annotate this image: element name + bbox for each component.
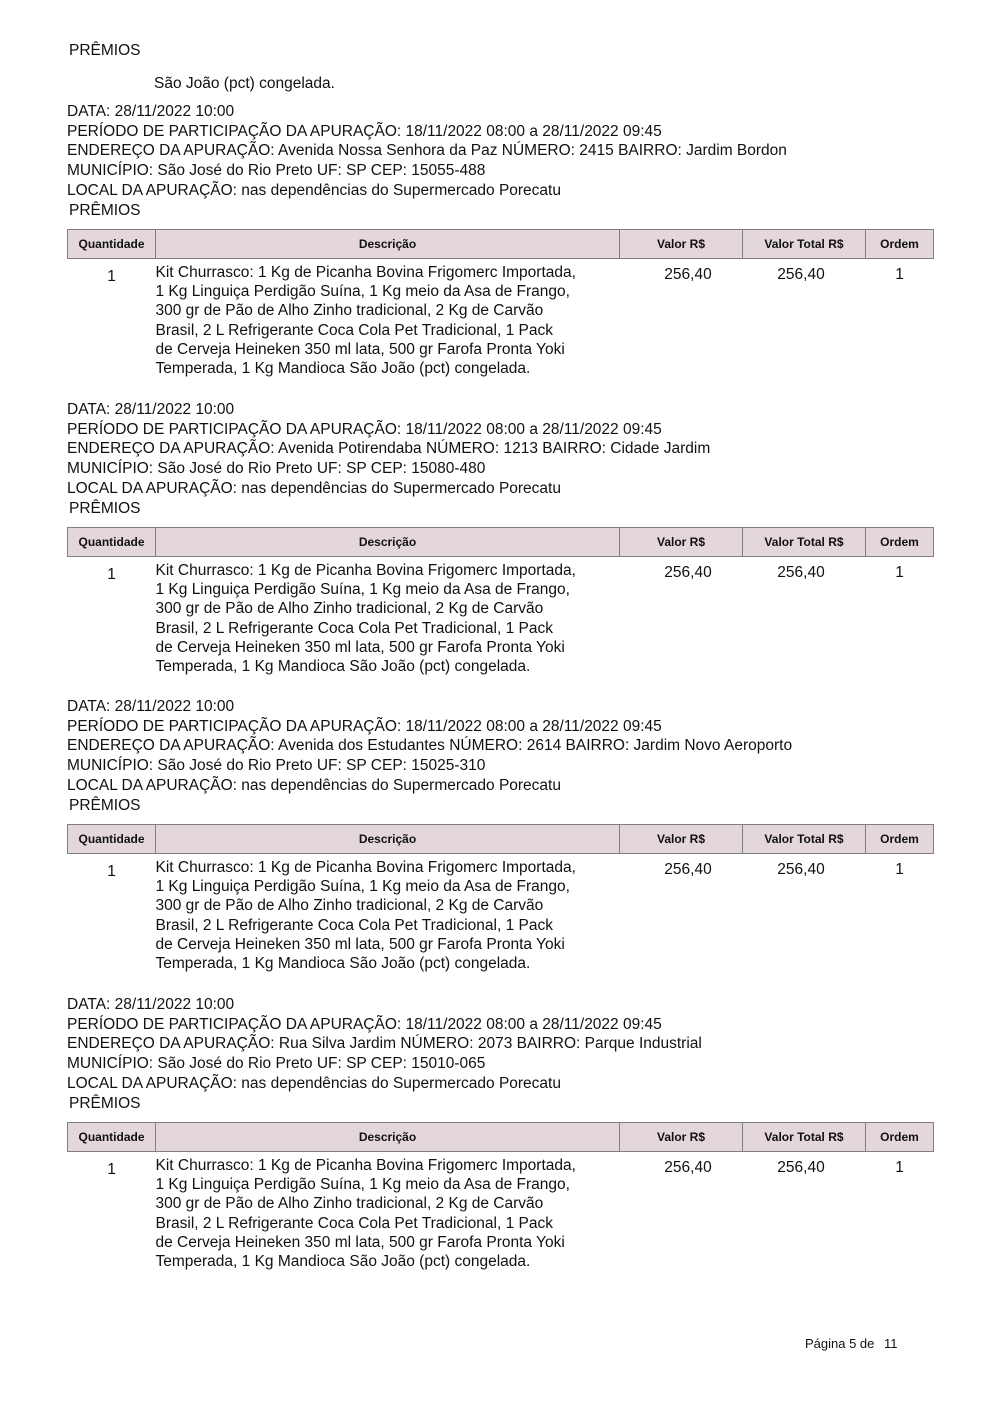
periodo-line: PERÍODO DE PARTICIPAÇÃO DA APURAÇÃO: 18/11/2022 08:00 a 28/11/2022 09:45 — [67, 1015, 662, 1033]
apuracao-info — [67, 697, 792, 795]
cell-descricao — [156, 557, 620, 677]
descricao-line: Kit Churrasco: 1 Kg de Picanha Bovina Frigomerc Importada, — [155, 859, 576, 876]
col-ordem: Ordem — [866, 1123, 934, 1152]
descricao-line: Kit Churrasco: 1 Kg de Picanha Bovina Frigomerc Importada, — [155, 562, 576, 579]
prize-table — [67, 229, 934, 378]
col-quantidade: Quantidade — [68, 1123, 156, 1152]
descricao-line: 300 gr de Pão de Alho Zinho tradicional, 2 Kg de Carvão — [155, 897, 544, 915]
cell-descricao — [156, 259, 620, 379]
prize-table — [67, 527, 934, 676]
col-ordem: Ordem — [866, 528, 934, 557]
data-line: DATA: 28/11/2022 10:00 — [67, 401, 235, 418]
cell-valor: 256,40 — [664, 266, 712, 283]
data-line: DATA: 28/11/2022 10:00 — [67, 698, 235, 715]
cell-valor-total: 256,40 — [777, 564, 825, 581]
cell-descricao — [156, 854, 620, 974]
cell-quantidade: 1 — [107, 268, 116, 285]
col-valor-total: Valor Total R$ — [743, 528, 866, 557]
col-valor-total: Valor Total R$ — [743, 1123, 866, 1152]
municipio-line: MUNICÍPIO: São José do Rio Preto UF: SP CEP: 15025-310 — [67, 757, 486, 775]
descricao-line: 300 gr de Pão de Alho Zinho tradicional, 2 Kg de Carvão — [155, 302, 544, 320]
descricao-line: Brasil, 2 L Refrigerante Coca Cola Pet Tradicional, 1 Pack — [155, 1214, 553, 1232]
cell-valor-total: 256,40 — [777, 266, 825, 283]
cell-valor-total: 256,40 — [777, 861, 825, 878]
descricao-line: Brasil, 2 L Refrigerante Coca Cola Pet Tradicional, 1 Pack — [155, 321, 553, 339]
table-header-row — [68, 825, 934, 854]
endereco-line: ENDEREÇO DA APURAÇÃO: Avenida dos Estudantes NÚMERO: 2614 BAIRRO: Jardim Novo Aeroporto — [67, 737, 793, 755]
col-descricao: Descrição — [156, 1123, 620, 1152]
descricao-line: Temperada, 1 Kg Mandioca São João (pct) congelada. — [155, 1252, 531, 1270]
page-number-label: Página 5 de — [805, 1336, 875, 1351]
col-valor: Valor R$ — [620, 230, 743, 259]
col-descricao: Descrição — [156, 230, 620, 259]
col-quantidade: Quantidade — [68, 825, 156, 854]
descricao-line: Kit Churrasco: 1 Kg de Picanha Bovina Frigomerc Importada, — [155, 1157, 576, 1174]
descricao-line: Temperada, 1 Kg Mandioca São João (pct) congelada. — [155, 359, 531, 377]
municipio-line: MUNICÍPIO: São José do Rio Preto UF: SP CEP: 15055-488 — [67, 162, 486, 180]
local-line: LOCAL DA APURAÇÃO: nas dependências do Supermercado Porecatu — [67, 181, 561, 199]
col-valor: Valor R$ — [620, 528, 743, 557]
col-valor-total: Valor Total R$ — [743, 230, 866, 259]
descricao-line: Temperada, 1 Kg Mandioca São João (pct) congelada. — [155, 657, 531, 675]
periodo-line: PERÍODO DE PARTICIPAÇÃO DA APURAÇÃO: 18/11/2022 08:00 a 28/11/2022 09:45 — [67, 122, 662, 140]
table-header-row — [68, 528, 934, 557]
table-row — [68, 854, 934, 974]
descricao-line: 300 gr de Pão de Alho Zinho tradicional, 2 Kg de Carvão — [155, 600, 544, 618]
cell-descricao — [156, 1152, 620, 1272]
page-footer — [805, 1336, 898, 1351]
cell-quantidade: 1 — [107, 1161, 116, 1178]
descricao-line: 300 gr de Pão de Alho Zinho tradicional, 2 Kg de Carvão — [155, 1195, 544, 1213]
descricao-line: Brasil, 2 L Refrigerante Coca Cola Pet Tradicional, 1 Pack — [155, 619, 553, 637]
premios-label-top: PRÊMIOS — [69, 42, 141, 59]
table-row — [68, 259, 934, 379]
col-valor: Valor R$ — [620, 1123, 743, 1152]
col-quantidade: Quantidade — [68, 230, 156, 259]
prize-table — [67, 1122, 934, 1271]
descricao-line: Kit Churrasco: 1 Kg de Picanha Bovina Frigomerc Importada, — [155, 264, 576, 281]
cell-ordem: 1 — [895, 266, 904, 283]
prize-table — [67, 824, 934, 973]
col-descricao: Descrição — [156, 528, 620, 557]
descricao-line: Brasil, 2 L Refrigerante Coca Cola Pet Tradicional, 1 Pack — [155, 916, 553, 934]
endereco-line: ENDEREÇO DA APURAÇÃO: Avenida Nossa Senhora da Paz NÚMERO: 2415 BAIRRO: Jardim Bordon — [67, 142, 787, 160]
total-pages: 11 — [884, 1336, 898, 1351]
periodo-line: PERÍODO DE PARTICIPAÇÃO DA APURAÇÃO: 18/11/2022 08:00 a 28/11/2022 09:45 — [67, 717, 662, 735]
descricao-line: de Cerveja Heineken 350 ml lata, 500 gr Farofa Pronta Yoki — [155, 935, 565, 953]
cell-quantidade: 1 — [107, 863, 116, 880]
descricao-line: 1 Kg Linguiça Perdigão Suína, 1 Kg meio da Asa de Frango, — [155, 1176, 570, 1194]
col-valor: Valor R$ — [620, 825, 743, 854]
descricao-line: de Cerveja Heineken 350 ml lata, 500 gr Farofa Pronta Yoki — [155, 340, 565, 358]
descricao-line: 1 Kg Linguiça Perdigão Suína, 1 Kg meio da Asa de Frango, — [155, 283, 570, 301]
table-header-row — [68, 1123, 934, 1152]
premios-label: PRÊMIOS — [69, 796, 141, 814]
apuracao-info — [67, 995, 702, 1093]
apuracao-info — [67, 102, 787, 200]
descricao-line: de Cerveja Heineken 350 ml lata, 500 gr Farofa Pronta Yoki — [155, 638, 565, 656]
apuracao-info — [67, 400, 710, 498]
descricao-line: de Cerveja Heineken 350 ml lata, 500 gr Farofa Pronta Yoki — [155, 1233, 565, 1251]
premios-label: PRÊMIOS — [69, 499, 141, 517]
local-line: LOCAL DA APURAÇÃO: nas dependências do Supermercado Porecatu — [67, 479, 561, 497]
col-quantidade: Quantidade — [68, 528, 156, 557]
cell-valor: 256,40 — [664, 861, 712, 878]
col-ordem: Ordem — [866, 230, 934, 259]
data-line: DATA: 28/11/2022 10:00 — [67, 996, 235, 1013]
cell-ordem: 1 — [895, 1159, 904, 1176]
premios-label: PRÊMIOS — [69, 1094, 141, 1112]
table-row — [68, 1152, 934, 1272]
table-header-row — [68, 230, 934, 259]
descricao-line: Temperada, 1 Kg Mandioca São João (pct) congelada. — [155, 954, 531, 972]
cell-valor-total: 256,40 — [777, 1159, 825, 1176]
cell-valor: 256,40 — [664, 1159, 712, 1176]
col-ordem: Ordem — [866, 825, 934, 854]
table-row — [68, 557, 934, 677]
col-valor-total: Valor Total R$ — [743, 825, 866, 854]
cell-ordem: 1 — [895, 564, 904, 581]
continuation-text: São João (pct) congelada. — [154, 75, 335, 92]
cell-valor: 256,40 — [664, 564, 712, 581]
endereco-line: ENDEREÇO DA APURAÇÃO: Rua Silva Jardim NÚMERO: 2073 BAIRRO: Parque Industrial — [67, 1035, 702, 1053]
cell-quantidade: 1 — [107, 566, 116, 583]
cell-ordem: 1 — [895, 861, 904, 878]
municipio-line: MUNICÍPIO: São José do Rio Preto UF: SP CEP: 15010-065 — [67, 1055, 486, 1073]
endereco-line: ENDEREÇO DA APURAÇÃO: Avenida Potirendaba NÚMERO: 1213 BAIRRO: Cidade Jardim — [67, 440, 711, 458]
descricao-line: 1 Kg Linguiça Perdigão Suína, 1 Kg meio da Asa de Frango, — [155, 581, 570, 599]
municipio-line: MUNICÍPIO: São José do Rio Preto UF: SP CEP: 15080-480 — [67, 460, 486, 478]
premios-label: PRÊMIOS — [69, 201, 141, 219]
local-line: LOCAL DA APURAÇÃO: nas dependências do Supermercado Porecatu — [67, 1074, 561, 1092]
data-line: DATA: 28/11/2022 10:00 — [67, 103, 235, 120]
periodo-line: PERÍODO DE PARTICIPAÇÃO DA APURAÇÃO: 18/11/2022 08:00 a 28/11/2022 09:45 — [67, 420, 662, 438]
col-descricao: Descrição — [156, 825, 620, 854]
descricao-line: 1 Kg Linguiça Perdigão Suína, 1 Kg meio da Asa de Frango, — [155, 878, 570, 896]
local-line: LOCAL DA APURAÇÃO: nas dependências do Supermercado Porecatu — [67, 776, 561, 794]
